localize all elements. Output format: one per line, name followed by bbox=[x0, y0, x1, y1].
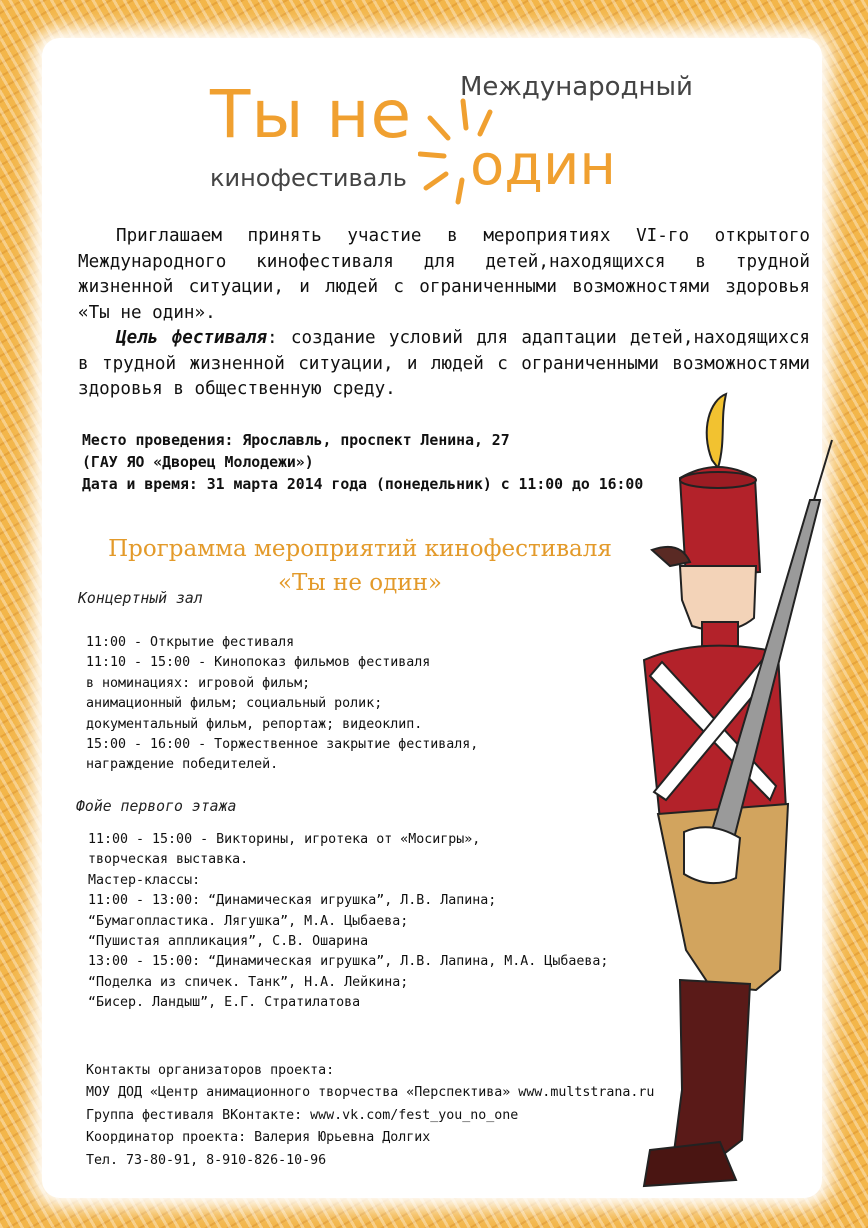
intro-paragraph: Приглашаем принять участие в мероприятиях VI-го открытого Международного кинофестиваля для детей,находящихся в трудной жизненной ситуации, и людей с ограниченными возможностями здоровья «Ты не один». bbox=[78, 226, 810, 323]
logo-title-ty-ne: Ты не bbox=[210, 76, 413, 153]
venue-place: Место проведения: Ярославль, проспект Ленина, 27 bbox=[82, 432, 510, 449]
goal-text: : создание условий для адаптации детей,находящихся в трудной жизненной ситуации, и людей с ограниченными возможностями здоровья в общественную среду. bbox=[78, 328, 810, 399]
plume-icon bbox=[707, 394, 726, 468]
venue-info bbox=[82, 430, 643, 496]
concert-hall-list bbox=[86, 633, 478, 776]
foyer-heading: Фойе первого этажа bbox=[76, 798, 237, 815]
contacts-vk: Группа фестиваля ВКонтакте: www.vk.com/fest_you_no_one bbox=[86, 1107, 519, 1123]
list-item: творческая выставка. bbox=[88, 852, 249, 868]
list-item: “Бумагопластика. Лягушка”, М.А. Цыбаева; bbox=[88, 913, 409, 929]
intro-text bbox=[78, 224, 810, 403]
sun-rays-icon bbox=[418, 96, 508, 206]
program-title-line2: «Ты не один» bbox=[277, 570, 443, 596]
list-item: 11:00 - 13:00: “Динамическая игрушка”, Л.В. Лапина; bbox=[88, 893, 497, 909]
logo-international: Международный bbox=[460, 72, 693, 102]
list-item: “Бисер. Ландыш”, Е.Г. Стратилатова bbox=[88, 995, 361, 1011]
program-title-line1: Программа мероприятий кинофестиваля bbox=[108, 536, 612, 562]
venue-datetime: Дата и время: 31 марта 2014 года (понедельник) с 11:00 до 16:00 bbox=[82, 476, 644, 493]
list-item: анимационный фильм; социальный ролик; bbox=[86, 696, 383, 712]
list-item: Мастер-классы: bbox=[88, 872, 201, 888]
list-item: 11:00 - 15:00 - Викторины, игротека от «Мосигры», bbox=[88, 832, 481, 847]
contacts-heading: Контакты организаторов проекта: bbox=[86, 1063, 335, 1078]
contacts-coordinator: Координатор проекта: Валерия Юрьевна Долгих bbox=[86, 1130, 431, 1146]
list-item: “Пушистая аппликация”, С.В. Ошарина bbox=[88, 934, 369, 950]
list-item: 11:00 - Открытие фестиваля bbox=[86, 635, 295, 650]
list-item: в номинациях: игровой фильм; bbox=[86, 675, 311, 691]
logo-kinofestival: кинофестиваль bbox=[210, 164, 407, 192]
foyer-list bbox=[88, 830, 608, 1014]
contacts-phone: Тел. 73-80-91, 8-910-826-10-96 bbox=[86, 1152, 327, 1168]
venue-org: (ГАУ ЯО «Дворец Молодежи») bbox=[82, 454, 314, 471]
list-item: документальный фильм, репортаж; видеоклип. bbox=[86, 716, 423, 732]
tin-soldier-illustration bbox=[600, 390, 868, 1190]
concert-hall-heading: Концертный зал bbox=[78, 590, 203, 607]
list-item: 15:00 - 16:00 - Торжественное закрытие фестиваля, bbox=[86, 737, 479, 753]
list-item: 11:10 - 15:00 - Кинопоказ фильмов фестиваля bbox=[86, 655, 431, 671]
logo-title-odin: один bbox=[470, 133, 616, 198]
boots bbox=[674, 980, 750, 1160]
face bbox=[680, 566, 756, 631]
list-item: 13:00 - 15:00: “Динамическая игрушка”, Л.В. Лапина, М.А. Цыбаева; bbox=[88, 954, 609, 970]
list-item: “Поделка из спичек. Танк”, Н.А. Лейкина; bbox=[88, 974, 409, 990]
contacts-org: МОУ ДОД «Центр анимационного творчества «Перспектива» www.multstrana.ru bbox=[86, 1085, 655, 1101]
goal-label: Цель фестиваля bbox=[116, 328, 267, 348]
contacts bbox=[86, 1060, 654, 1172]
list-item: награждение победителей. bbox=[86, 757, 279, 773]
white-glove bbox=[684, 827, 740, 883]
